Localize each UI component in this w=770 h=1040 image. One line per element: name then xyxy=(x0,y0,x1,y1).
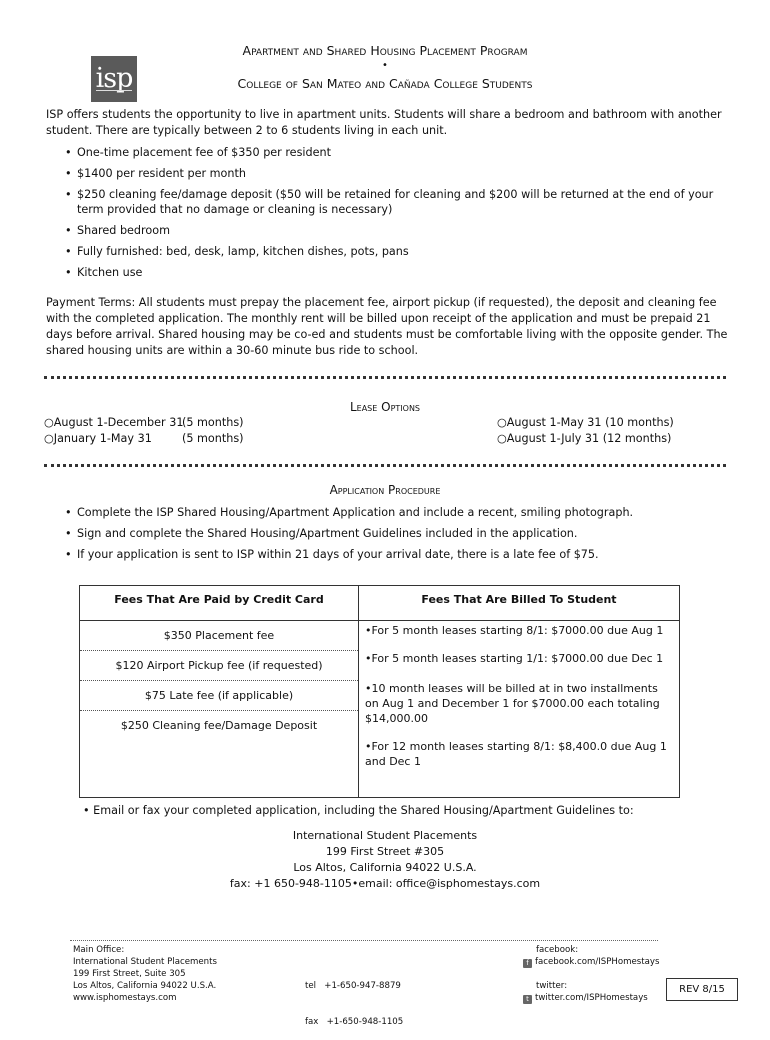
twitter-icon: t xyxy=(523,995,532,1004)
lease-option-aug-dec: ○August 1-December 31 (5 months) xyxy=(44,416,244,429)
list-item: • $1400 per resident per month xyxy=(46,166,736,181)
billed-fees-column xyxy=(359,620,680,797)
title-separator: • xyxy=(382,60,388,71)
revision-badge: REV 8/15 xyxy=(666,978,738,1001)
office-label: Main Office: xyxy=(73,945,125,955)
office-website: www.isphomestays.com xyxy=(73,993,177,1003)
twitter-label: twitter: xyxy=(536,981,568,991)
lease-dates: August 1-December 31 xyxy=(53,416,184,429)
table-row: $350 Placement fee xyxy=(80,621,358,651)
feature-list xyxy=(46,145,736,286)
address-contact: fax: +1 650-948-1105•email: office@isphomestays.com xyxy=(229,877,541,890)
application-procedure-title: Application Procedure xyxy=(329,483,441,497)
list-item: • Sign and complete the Shared Housing/Apartment Guidelines included in the application. xyxy=(46,526,736,541)
credit-card-fees-column xyxy=(80,620,359,797)
table-row: $250 Cleaning fee/Damage Deposit xyxy=(120,718,318,732)
list-item: • Shared bedroom xyxy=(46,223,736,238)
facebook-label: facebook: xyxy=(536,945,579,955)
lease-options-title: Lease Options xyxy=(349,400,421,414)
table-row: •For 5 month leases starting 1/1: $7000.00 due Dec 1 xyxy=(365,651,664,665)
fees-table xyxy=(79,585,680,798)
table-row: •For 12 month leases starting 8/1: $8,400.0 due Aug 1 and Dec 1 xyxy=(365,739,667,768)
section-divider xyxy=(44,376,726,379)
table-row: •10 month leases will be billed at in two installments on Aug 1 and December 1 for $7000.00 each totaling $14,000.00 xyxy=(365,681,660,725)
list-item: • Complete the ISP Shared Housing/Apartment Application and include a recent, smiling photograph. xyxy=(46,505,736,520)
office-line: International Student Placements xyxy=(73,957,217,967)
lease-option-aug-jul: ○August 1-July 31 (12 months) xyxy=(497,432,672,445)
footer-office xyxy=(73,944,217,1004)
address-name: International Student Placements xyxy=(292,829,478,842)
tel-number: tel +1-650-947-8879 xyxy=(305,981,401,991)
address-street: 199 First Street #305 xyxy=(325,845,445,858)
table-row: $75 Late fee (if applicable) xyxy=(80,681,358,711)
lease-dates: August 1-May 31 xyxy=(506,416,602,429)
table-row: $120 Airport Pickup fee (if requested) xyxy=(80,651,358,681)
submit-instructions: • Email or fax your completed application, including the Shared Housing/Apartment Guidelines to: xyxy=(83,804,634,817)
lease-duration: (5 months) xyxy=(182,416,244,429)
footer-phone xyxy=(305,956,403,1040)
lease-option-jan-may: ○January 1-May 31 (5 months) xyxy=(44,432,244,445)
program-subtitle: College of San Mateo and Cañada College Students xyxy=(237,76,533,91)
facebook-link[interactable]: f facebook.com/ISPHomestays xyxy=(523,956,659,968)
isp-logo: isp xyxy=(91,56,137,102)
lease-option-aug-may: ○August 1-May 31 (10 months) xyxy=(497,416,674,429)
facebook-icon: f xyxy=(523,959,532,968)
footer-social xyxy=(523,944,659,1004)
office-line: 199 First Street, Suite 305 xyxy=(73,969,186,979)
lease-duration: (5 months) xyxy=(182,432,244,445)
fax-number: fax +1-650-948-1105 xyxy=(305,1017,404,1027)
section-divider xyxy=(44,464,726,467)
table-row: •For 5 month leases starting 8/1: $7000.00 due Aug 1 xyxy=(365,623,664,637)
office-line: Los Altos, California 94022 U.S.A. xyxy=(73,981,217,991)
program-title: Apartment and Shared Housing Placement Program xyxy=(242,43,528,58)
address-city: Los Altos, California 94022 U.S.A. xyxy=(293,861,477,874)
lease-duration: (10 months) xyxy=(605,416,674,429)
payment-terms: Payment Terms: All students must prepay the placement fee, airport pickup (if requested), the deposit and cleaning fee with the completed application. The monthly rent will be billed upon receipt of the application and must be prepaid 21 days before arrival. Shared housing may be co-ed and students must be comfortable living with the opposite gender. The shared housing units are within a 30-60 minute bus ride to school. xyxy=(46,296,728,357)
intro-paragraph: ISP offers students the opportunity to live in apartment units. Students will share a bedroom and bathroom with another student. There are typically between 2 to 6 students living in each unit. xyxy=(46,108,722,137)
list-item: • Fully furnished: bed, desk, lamp, kitchen dishes, pots, pans xyxy=(46,244,736,259)
lease-duration: (12 months) xyxy=(602,432,672,445)
lease-dates: January 1-May 31 xyxy=(53,432,152,445)
footer-divider xyxy=(70,940,658,941)
twitter-link[interactable]: t twitter.com/ISPHomestays xyxy=(523,992,659,1004)
list-item: • If your application is sent to ISP within 21 days of your arrival date, there is a late fee of $75. xyxy=(46,547,736,562)
list-item: • $250 cleaning fee/damage deposit ($50 will be retained for cleaning and $200 will be returned at the end of your term provided that no damage or cleaning is necessary) xyxy=(46,187,736,217)
billed-fees-header: Fees That Are Billed To Student xyxy=(359,586,680,621)
lease-dates: August 1-July 31 xyxy=(506,432,600,445)
application-steps xyxy=(46,505,736,568)
list-item: • Kitchen use xyxy=(46,265,736,280)
credit-card-fees-header: Fees That Are Paid by Credit Card xyxy=(80,586,359,621)
list-item: • One-time placement fee of $350 per resident xyxy=(46,145,736,160)
